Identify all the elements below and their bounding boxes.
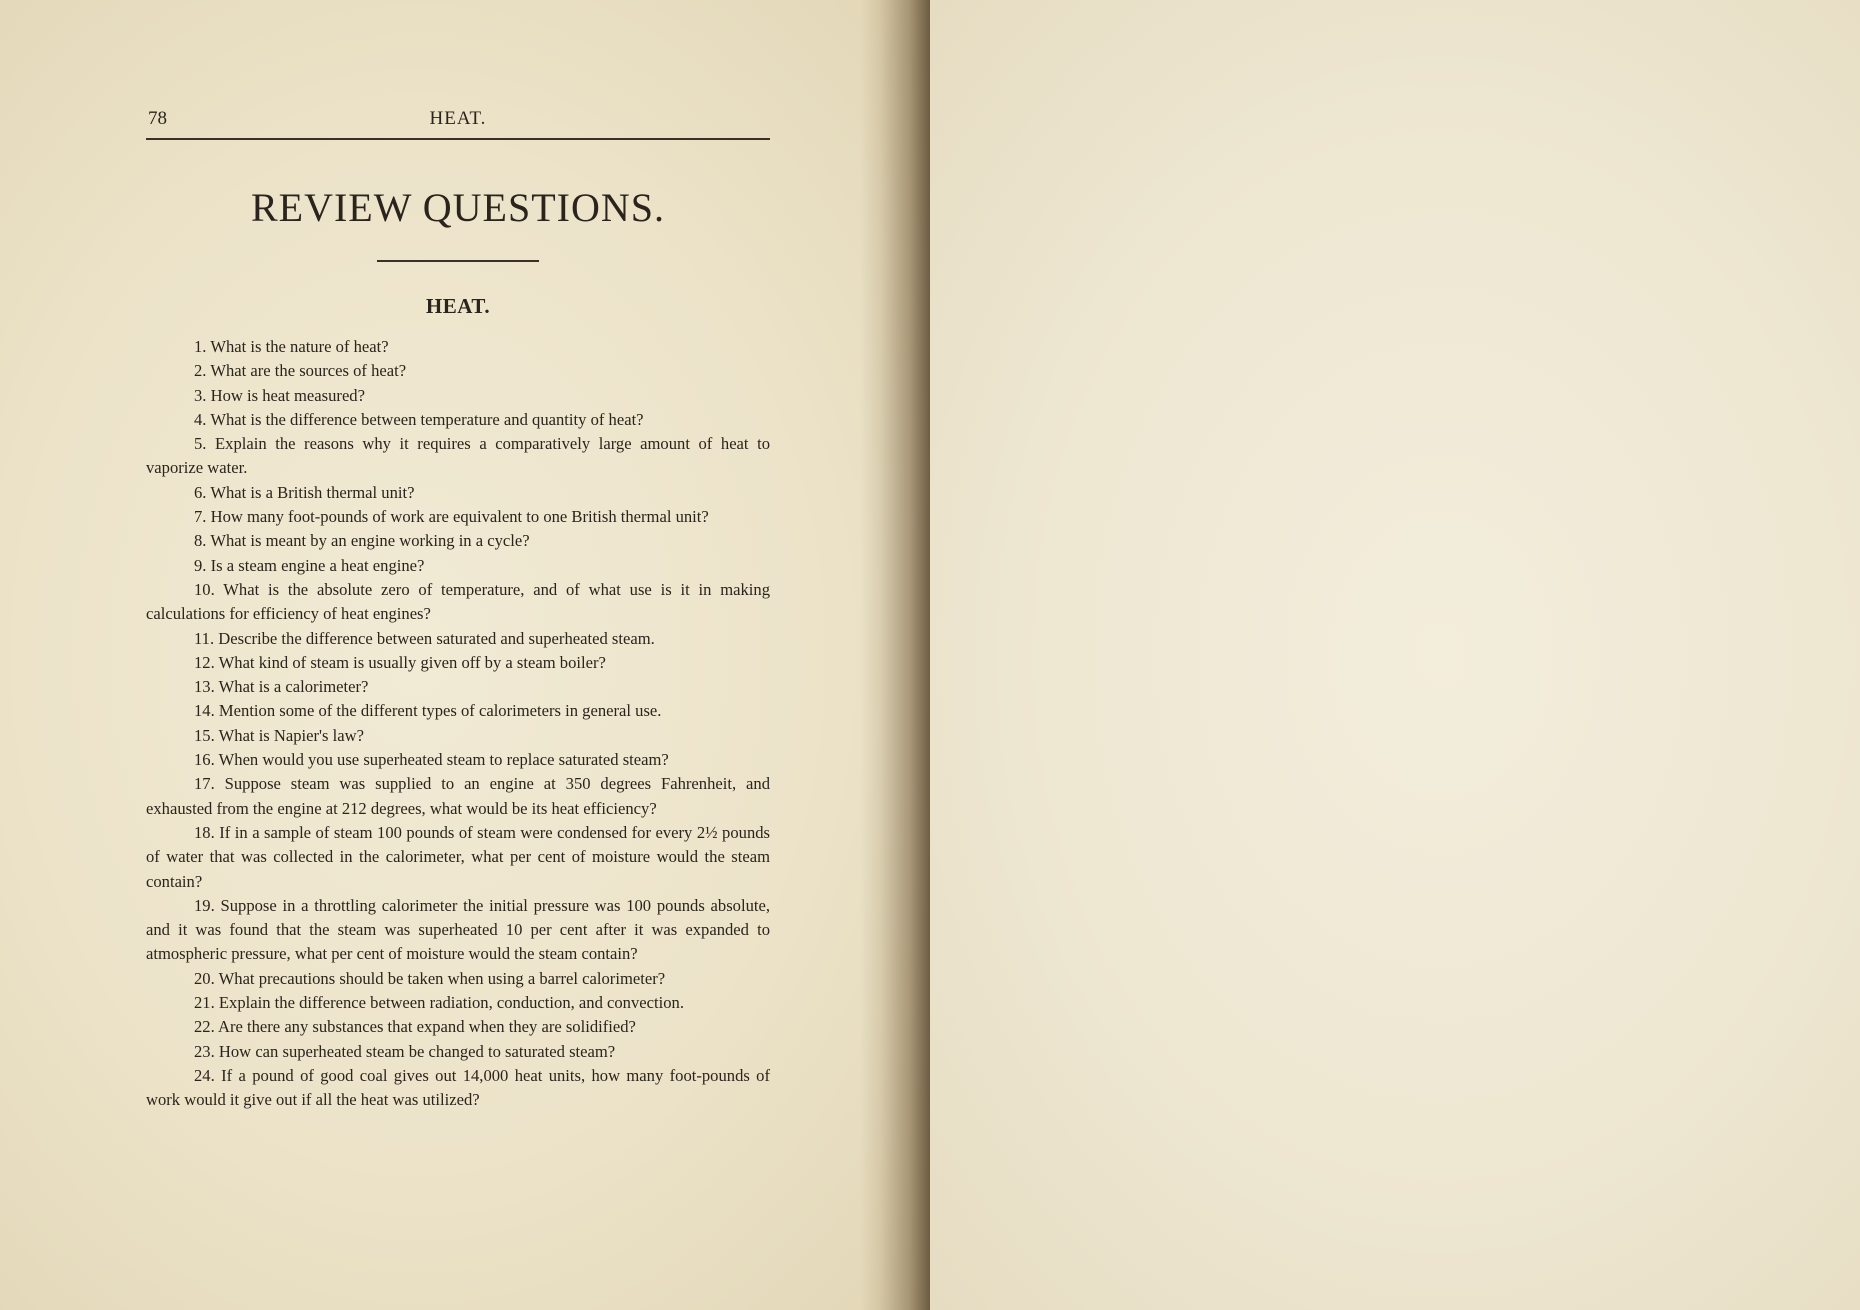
question-number: 15.: [194, 725, 215, 745]
question-number: 10.: [194, 579, 215, 599]
question-item: [146, 967, 770, 991]
question-item: [146, 554, 770, 578]
question-number: 3.: [194, 385, 207, 405]
question-text: What is the nature of heat?: [210, 337, 389, 356]
question-number: 6.: [194, 482, 207, 502]
question-item: [146, 359, 770, 383]
question-item: [146, 335, 770, 359]
question-text: Explain the difference between radiation, conduction, and convection.: [218, 993, 684, 1013]
question-item: [146, 724, 770, 748]
question-number: 9.: [194, 555, 207, 575]
question-number: 18.: [194, 822, 215, 842]
question-number: 23.: [194, 1041, 215, 1061]
section-title: HEAT.: [425, 294, 491, 318]
question-number: 13.: [194, 677, 215, 697]
question-text: If in a sample of steam 100 pounds of steam were condensed for every 2½ pounds of water that was collected in the calorimeter, what per cent of moisture would the steam contain?: [146, 822, 770, 891]
question-text: How many foot-pounds of work are equivalent to one British thermal unit?: [210, 507, 709, 527]
page-number: 78: [148, 108, 167, 129]
question-item: [146, 432, 770, 481]
question-item: [146, 481, 770, 505]
question-number: 19.: [194, 895, 215, 915]
page-title: REVIEW QUESTIONS.: [250, 185, 665, 230]
question-item: [146, 1064, 770, 1113]
question-item: [146, 627, 770, 651]
question-text: What kind of steam is usually given off by a steam boiler?: [218, 652, 606, 672]
question-text: Suppose in a throttling calorimeter the initial pressure was 100 pounds absolute, and it was found that the steam was superheated 10 per cent after it was expanded to atmospheric pressure, what per cent of moisture would the steam contain?: [146, 895, 770, 964]
question-number: 8.: [194, 531, 207, 551]
question-item: [146, 651, 770, 675]
question-number: 5.: [194, 434, 207, 454]
question-item: [146, 772, 770, 821]
question-number: 16.: [194, 750, 215, 770]
question-text: What is the difference between temperature and quantity of heat?: [210, 409, 644, 429]
question-item: [146, 384, 770, 408]
question-text: Suppose steam was supplied to an engine at 350 degrees Fahrenheit, and exhausted from the engine at 212 degrees, what would be its heat efficiency?: [146, 774, 770, 818]
question-item: [146, 991, 770, 1015]
question-list: [146, 335, 770, 1113]
question-text: What is a British thermal unit?: [210, 482, 415, 502]
question-text: Explain the reasons why it requires a comparatively large amount of heat to vaporize water.: [146, 434, 771, 478]
right-page-blank: [930, 0, 1860, 1310]
question-text: What is meant by an engine working in a cycle?: [210, 531, 530, 551]
page-text-block: [146, 100, 770, 1113]
question-item: [146, 408, 770, 432]
question-text: What are the sources of heat?: [210, 361, 407, 381]
question-item: [146, 505, 770, 529]
question-item: [146, 529, 770, 553]
question-number: 1.: [194, 337, 207, 356]
question-number: 21.: [194, 993, 215, 1013]
question-item: [146, 894, 770, 967]
question-item: [146, 578, 770, 627]
question-text: When would you use superheated steam to replace saturated steam?: [218, 750, 669, 770]
question-item: [146, 699, 770, 723]
question-text: Describe the difference between saturated and superheated steam.: [218, 628, 655, 648]
question-number: 2.: [194, 361, 207, 381]
question-number: 11.: [194, 628, 215, 648]
page-gutter-shadow: [860, 0, 930, 1310]
running-title: HEAT.: [429, 108, 487, 129]
question-text: What is the absolute zero of temperature, and of what use is it in making calculations for efficiency of heat engines?: [146, 579, 770, 624]
question-number: 4.: [194, 409, 207, 429]
question-item: [146, 675, 770, 699]
running-head: [146, 100, 770, 140]
question-text: Mention some of the different types of calorimeters in general use.: [218, 701, 662, 721]
question-item: [146, 748, 770, 772]
question-item: [146, 1015, 770, 1039]
question-text: If a pound of good coal gives out 14,000 heat units, how many foot-pounds of work would it give out if all the heat was utilized?: [146, 1065, 770, 1110]
question-number: 14.: [194, 701, 215, 721]
question-text: What precautions should be taken when using a barrel calorimeter?: [218, 968, 666, 988]
question-item: [146, 1040, 770, 1064]
question-number: 17.: [194, 774, 215, 794]
question-number: 24.: [194, 1065, 215, 1085]
question-text: What is Napier's law?: [218, 725, 364, 745]
question-text: Are there any substances that expand when they are solidified?: [217, 1017, 636, 1037]
question-number: 22.: [194, 1017, 215, 1037]
title-divider: [377, 260, 539, 262]
question-number: 20.: [194, 968, 215, 988]
question-item: [146, 821, 770, 894]
question-number: 7.: [194, 507, 207, 527]
question-text: Is a steam engine a heat engine?: [210, 555, 425, 575]
question-number: 12.: [194, 652, 215, 672]
question-text: How can superheated steam be changed to saturated steam?: [218, 1041, 616, 1061]
question-text: How is heat measured?: [210, 385, 365, 405]
question-text: What is a calorimeter?: [218, 677, 369, 697]
